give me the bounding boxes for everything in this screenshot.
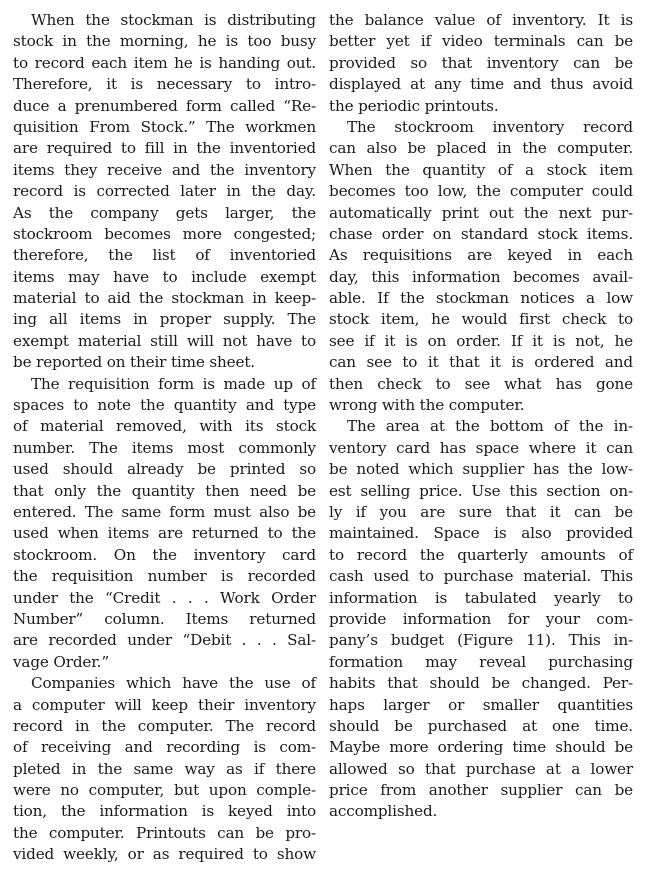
text-line: the balance value of inventory. It is — [329, 11, 633, 29]
text-line: pleted in the same way as if there — [13, 759, 316, 778]
left-column — [13, 10, 316, 866]
text-line: used when items are returned to the — [13, 524, 316, 543]
text-line: to record each item he is handing out. — [13, 53, 316, 72]
text-line: tion, the information is keyed into — [13, 802, 316, 821]
paragraph — [329, 117, 633, 416]
text-line: material to aid the stockman in keep- — [13, 289, 316, 308]
text-line: maintained. Space is also provided — [329, 524, 633, 543]
text-line: should be purchased at one time. — [329, 716, 633, 735]
text-line: are recorded under “Debit . . . Sal- — [13, 631, 316, 650]
text-line: the requisition number is recorded — [13, 567, 316, 586]
text-line: better yet if video terminals can be — [329, 32, 633, 51]
text-line: used should already be printed so — [13, 460, 316, 479]
text-line: a computer will keep their inventory — [13, 695, 316, 714]
text-line: price from another supplier can be — [329, 781, 633, 800]
text-line: can see to it that it is ordered and — [329, 353, 633, 372]
text-line: the computer. Printouts can be pro- — [13, 823, 316, 842]
text-line: pany’s budget (Figure 11). This in- — [329, 631, 633, 650]
text-line: are required to fill in the inventoried — [13, 139, 316, 158]
text-line: ly if you are sure that it can be — [329, 502, 633, 521]
text-line: stockroom. On the inventory card — [13, 545, 316, 564]
text-line: spaces to note the quantity and type — [13, 396, 316, 415]
text-line: of material removed, with its stock — [13, 417, 316, 436]
text-line: stockroom becomes more congested; — [13, 224, 316, 243]
text-line: duce a prenumbered form called “Re- — [13, 96, 316, 115]
text-line: becomes too low, the computer could — [329, 182, 633, 201]
text-line: number. The items most commonly — [13, 438, 316, 457]
text-line: The area at the bottom of the in- — [347, 417, 633, 436]
text-line: be reported on their time sheet. — [13, 353, 255, 372]
text-line: When the stockman is distributing — [31, 11, 316, 29]
text-line: When the quantity of a stock item — [329, 160, 633, 179]
text-line: to record the quarterly amounts of — [329, 545, 633, 564]
text-line: items may have to include exempt — [13, 267, 316, 286]
paragraph — [329, 10, 633, 117]
text-line: quisition From Stock.” The workmen — [13, 117, 316, 136]
text-line: see if it is on order. If it is not, he — [329, 331, 633, 350]
text-line: provide information for your com- — [329, 609, 633, 628]
text-line: chase order on standard stock items. — [329, 224, 633, 243]
text-line: under the “Credit . . . Work Order — [13, 588, 316, 607]
text-line: entered. The same form must also be — [13, 502, 316, 521]
text-line: the periodic printouts. — [329, 96, 499, 115]
text-line: record is corrected later in the day. — [13, 182, 316, 201]
text-line: habits that should be changed. Per- — [329, 674, 633, 693]
paragraph — [329, 416, 633, 822]
text-line: Therefore, it is necessary to intro- — [13, 75, 316, 94]
text-line: vage Order.” — [13, 652, 109, 671]
text-line: Maybe more ordering time should be — [329, 738, 633, 757]
text-line: formation may reveal purchasing — [329, 652, 633, 671]
text-line: The requisition form is made up of — [31, 374, 316, 393]
paragraph — [13, 374, 316, 673]
text-line: were no computer, but upon comple- — [13, 781, 316, 800]
text-line: Companies which have the use of — [31, 674, 316, 693]
text-line: displayed at any time and thus avoid — [329, 75, 633, 94]
text-line: provided so that inventory can be — [329, 53, 633, 72]
text-line: wrong with the computer. — [329, 396, 525, 415]
text-line: record in the computer. The record — [13, 716, 316, 735]
text-line: Number” column. Items returned — [13, 609, 316, 628]
text-line: that only the quantity then need be — [13, 481, 316, 500]
text-line: be noted which supplier has the low- — [329, 460, 633, 479]
text-line: stock item, he would first check to — [329, 310, 633, 329]
text-line: day, this information becomes avail- — [329, 267, 633, 286]
right-column — [329, 10, 633, 823]
text-line: able. If the stockman notices a low — [329, 289, 633, 308]
text-line: then check to see what has gone — [329, 374, 633, 393]
text-line: items they receive and the inventory — [13, 160, 316, 179]
paragraph — [13, 10, 316, 374]
text-line: haps larger or smaller quantities — [329, 695, 633, 714]
text-line: est selling price. Use this section on- — [329, 481, 633, 500]
text-line: of receiving and recording is com- — [13, 738, 316, 757]
text-line: As the company gets larger, the — [13, 203, 316, 222]
text-line: ventory card has space where it can — [329, 438, 633, 457]
paragraph — [13, 673, 316, 866]
text-line: can also be placed in the computer. — [329, 139, 633, 158]
text-line: accomplished. — [329, 802, 438, 821]
text-line: vided weekly, or as required to show — [13, 845, 316, 864]
text-line: therefore, the list of inventoried — [13, 246, 316, 265]
text-line: exempt material still will not have to — [13, 331, 316, 350]
text-line: automatically print out the next pur- — [329, 203, 633, 222]
text-line: The stockroom inventory record — [347, 117, 633, 136]
text-line: stock in the morning, he is too busy — [13, 32, 316, 51]
text-line: As requisitions are keyed in each — [329, 246, 633, 265]
text-line: ing all items in proper supply. The — [13, 310, 316, 329]
text-line: cash used to purchase material. This — [329, 567, 633, 586]
text-line: allowed so that purchase at a lower — [329, 759, 633, 778]
text-line: information is tabulated yearly to — [329, 588, 633, 607]
